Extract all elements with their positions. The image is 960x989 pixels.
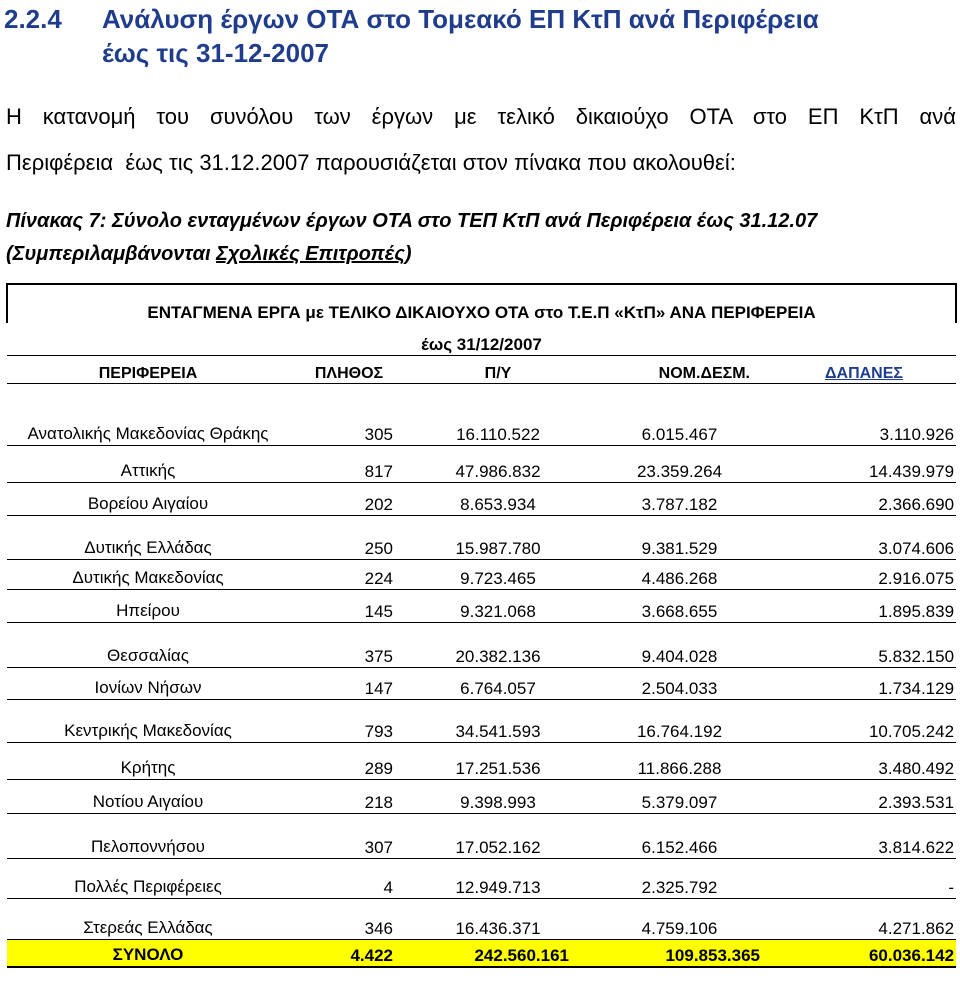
- caption-open: (Συμπεριλαμβάνονται: [6, 243, 217, 265]
- commitments-cell: 5.379.097: [587, 780, 772, 814]
- table-row: [7, 560, 956, 590]
- expenses-cell: 2.393.531: [772, 780, 956, 814]
- count-cell: 4: [289, 859, 409, 899]
- count-cell: 346: [289, 899, 409, 940]
- table-header-row: [7, 356, 956, 384]
- expenses-cell: 3.480.492: [772, 743, 956, 780]
- commitments-cell: 6.152.466: [587, 814, 772, 859]
- commitments-cell: 11.866.288: [587, 743, 772, 780]
- expenses-cell: 2.916.075: [772, 560, 956, 590]
- header-count: ΠΛΗΘΟΣ: [289, 356, 409, 384]
- budget-cell: 17.052.162: [409, 814, 587, 859]
- budget-cell: 12.949.713: [409, 859, 587, 899]
- count-cell: 224: [289, 560, 409, 590]
- total-label: ΣΥΝΟΛΟ: [7, 940, 289, 968]
- count-cell: 289: [289, 743, 409, 780]
- total-budget: 242.560.161: [409, 940, 587, 968]
- region-cell: Θεσσαλίας: [7, 623, 289, 668]
- expenses-cell: 1.895.839: [772, 590, 956, 623]
- header-budget: Π/Υ: [409, 356, 587, 384]
- expenses-cell: -: [772, 859, 956, 899]
- table-row: [7, 899, 956, 940]
- expenses-cell: 4.271.862: [772, 899, 956, 940]
- region-cell: Ιονίων Νήσων: [7, 668, 289, 700]
- table-row: [7, 623, 956, 668]
- budget-cell: 47.986.832: [409, 446, 587, 483]
- table-row: [7, 700, 956, 743]
- caption-line1: Πίνακας 7: Σύνολο ενταγμένων έργων ΟΤΑ στο ΤΕΠ ΚτΠ ανά Περιφέρεια έως 31.12.07: [6, 210, 818, 232]
- caption-underlined: Σχολικές Επιτροπές: [216, 243, 405, 265]
- commitments-cell: 6.015.467: [587, 384, 772, 446]
- count-cell: 307: [289, 814, 409, 859]
- expenses-cell: 5.832.150: [772, 623, 956, 668]
- region-cell: Νοτίου Αιγαίου: [7, 780, 289, 814]
- budget-cell: 16.110.522: [409, 384, 587, 446]
- budget-cell: 20.382.136: [409, 623, 587, 668]
- total-expenses: 60.036.142: [772, 940, 956, 968]
- expenses-cell: 3.110.926: [772, 384, 956, 446]
- expenses-cell: 3.814.622: [772, 814, 956, 859]
- commitments-cell: 2.325.792: [587, 859, 772, 899]
- table-row: [7, 780, 956, 814]
- paragraph-line1: Η κατανομή του συνόλου των έργων με τελικό δικαιούχο ΟΤΑ στο ΕΠ ΚτΠ ανά: [6, 104, 956, 129]
- count-cell: 305: [289, 384, 409, 446]
- table-subtitle-row: [7, 323, 956, 356]
- budget-cell: 9.723.465: [409, 560, 587, 590]
- total-count: 4.422: [289, 940, 409, 968]
- caption-close: ): [404, 243, 412, 265]
- count-cell: 145: [289, 590, 409, 623]
- expenses-cell: 1.734.129: [772, 668, 956, 700]
- paragraph-line2: Περιφέρεια έως τις 31.12.2007 παρουσιάζεται στον πίνακα που ακολουθεί:: [6, 150, 736, 175]
- table-subtitle: έως 31/12/2007: [7, 323, 956, 356]
- region-cell: Ηπείρου: [7, 590, 289, 623]
- table-title: ΕΝΤΑΓΜΕΝΑ ΕΡΓΑ με ΤΕΛΙΚΟ ΔΙΚΑΙΟΥΧΟ ΟΤΑ στο Τ.Ε.Π «ΚτΠ» ΑΝΑ ΠΕΡΙΦΕΡΕΙΑ: [7, 284, 956, 323]
- budget-cell: 16.436.371: [409, 899, 587, 940]
- expenses-cell: 10.705.242: [772, 700, 956, 743]
- budget-cell: 15.987.780: [409, 516, 587, 560]
- commitments-cell: 4.759.106: [587, 899, 772, 940]
- region-cell: Δυτικής Ελλάδας: [7, 516, 289, 560]
- budget-cell: 17.251.536: [409, 743, 587, 780]
- table-row: [7, 814, 956, 859]
- region-cell: Πολλές Περιφέρειες: [7, 859, 289, 899]
- table-caption: [6, 205, 956, 271]
- header-commitments: ΝΟΜ.ΔΕΣΜ.: [587, 356, 772, 384]
- commitments-cell: 3.668.655: [587, 590, 772, 623]
- expenses-cell: 3.074.606: [772, 516, 956, 560]
- region-cell: Κεντρικής Μακεδονίας: [7, 700, 289, 743]
- count-cell: 250: [289, 516, 409, 560]
- table-row: [7, 668, 956, 700]
- header-region: ΠΕΡΙΦΕΡΕΙΑ: [7, 356, 289, 384]
- budget-cell: 9.321.068: [409, 590, 587, 623]
- regions-table: [6, 283, 957, 968]
- region-cell: Στερεάς Ελλάδας: [7, 899, 289, 940]
- section-heading: [4, 2, 954, 70]
- table-row: [7, 384, 956, 446]
- expenses-cell: 14.439.979: [772, 446, 956, 483]
- count-cell: 793: [289, 700, 409, 743]
- commitments-cell: 9.381.529: [587, 516, 772, 560]
- caption-line2: [6, 238, 956, 271]
- region-cell: Βορείου Αιγαίου: [7, 483, 289, 516]
- table-row: [7, 516, 956, 560]
- budget-cell: 34.541.593: [409, 700, 587, 743]
- total-commitments: 109.853.365: [587, 940, 772, 968]
- region-cell: Κρήτης: [7, 743, 289, 780]
- commitments-cell: 2.504.033: [587, 668, 772, 700]
- region-cell: Δυτικής Μακεδονίας: [7, 560, 289, 590]
- count-cell: 817: [289, 446, 409, 483]
- count-cell: 202: [289, 483, 409, 516]
- region-cell: Πελοποννήσου: [7, 814, 289, 859]
- budget-cell: 6.764.057: [409, 668, 587, 700]
- section-number: 2.2.4: [4, 4, 62, 34]
- header-expenses: ΔΑΠΑΝΕΣ: [772, 356, 956, 384]
- table-row: [7, 743, 956, 780]
- table-row: [7, 483, 956, 516]
- table-row: [7, 590, 956, 623]
- commitments-cell: 9.404.028: [587, 623, 772, 668]
- commitments-cell: 4.486.268: [587, 560, 772, 590]
- section-title-line2: έως τις 31-12-2007: [102, 38, 330, 68]
- budget-cell: 9.398.993: [409, 780, 587, 814]
- commitments-cell: 23.359.264: [587, 446, 772, 483]
- region-cell: Ανατολικής Μακεδονίας Θράκης: [7, 384, 289, 446]
- commitments-cell: 16.764.192: [587, 700, 772, 743]
- budget-cell: 8.653.934: [409, 483, 587, 516]
- section-title-line1: Ανάλυση έργων ΟΤΑ στο Τομεακό ΕΠ ΚτΠ ανά Περιφέρεια: [102, 4, 819, 34]
- region-cell: Αττικής: [7, 446, 289, 483]
- intro-paragraph: [6, 94, 956, 186]
- count-cell: 375: [289, 623, 409, 668]
- count-cell: 218: [289, 780, 409, 814]
- expenses-cell: 2.366.690: [772, 483, 956, 516]
- table-row: [7, 859, 956, 899]
- table-body: [7, 384, 956, 940]
- commitments-cell: 3.787.182: [587, 483, 772, 516]
- table-title-row: [7, 284, 956, 323]
- table-row: [7, 446, 956, 483]
- count-cell: 147: [289, 668, 409, 700]
- total-row: [7, 940, 956, 968]
